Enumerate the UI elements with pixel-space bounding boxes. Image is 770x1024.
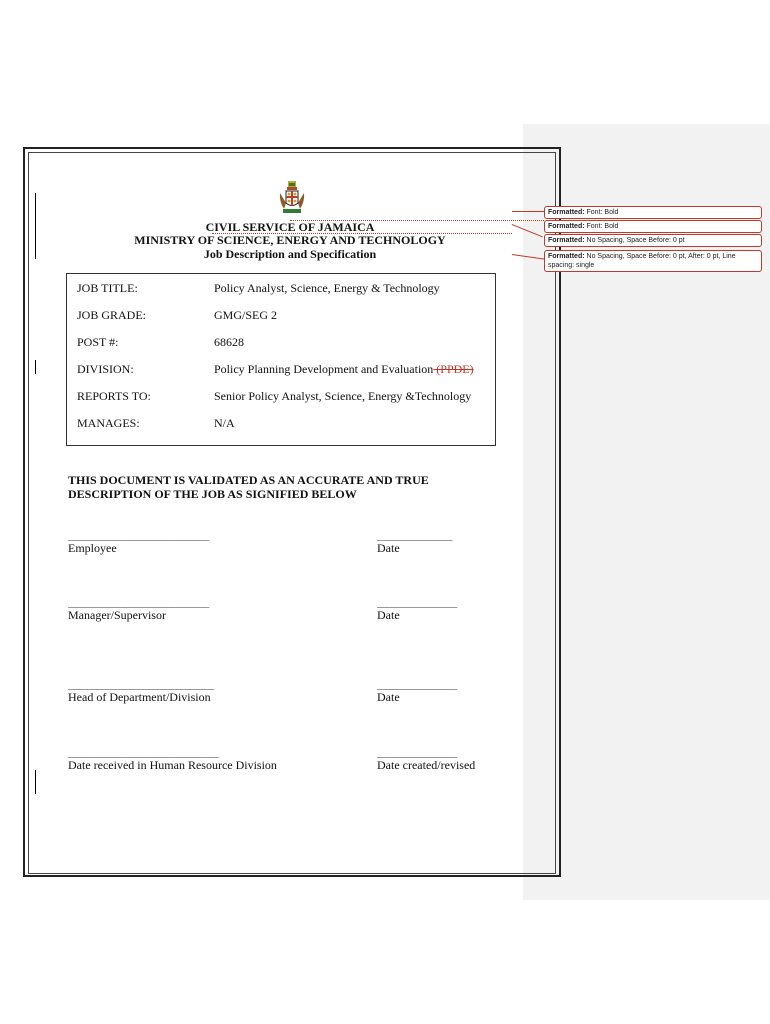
balloon-connector [290,220,544,222]
balloon-prefix: Formatted: [548,253,585,260]
date-line-3: _________________ [377,680,457,691]
job-details-box [66,273,496,446]
balloon-prefix: Formatted: [548,223,585,230]
manager-signature-line: ______________________________ [68,598,210,609]
division-label: DIVISION: [77,362,134,376]
date-label-2: Date [377,608,400,622]
date-label-3: Date [377,690,400,704]
change-bar [35,193,36,259]
header-line-3: Job Description and Specification [203,247,377,261]
post-number-value: 68628 [214,335,244,349]
balloon-text: No Spacing, Space Before: 0 pt, After: 0 pt, Line spacing: single [548,253,736,269]
validation-line-2: DESCRIPTION OF THE JOB AS SIGNIFIED BELOW [68,487,357,501]
format-balloon-4[interactable] [544,250,762,272]
hr-signature-line: ________________________________ [68,748,219,759]
employee-label: Employee [68,541,117,555]
date-line-4: _________________ [377,748,457,759]
division-value: Policy Planning Development and Evaluation [214,362,434,376]
balloon-text: Font: Bold [586,223,619,230]
reports-to-label: REPORTS TO: [77,389,151,403]
job-grade-label: JOB GRADE: [77,308,147,322]
header-line-1: CIVIL SERVICE OF JAMAICA [205,220,375,234]
manages-value: N/A [214,416,235,430]
format-balloon-2[interactable] [544,220,762,233]
header-line-2: MINISTRY OF SCIENCE, ENERGY AND TECHNOLOGY [134,233,446,247]
balloon-connector [512,211,545,212]
date-line-1: ________________ [377,531,453,542]
hr-label: Date received in Human Resource Division [68,758,277,772]
format-balloon-1[interactable] [544,206,762,219]
job-title-value: Policy Analyst, Science, Energy & Technology [214,281,440,295]
validation-line-1: THIS DOCUMENT IS VALIDATED AS AN ACCURATE AND TRUE [68,473,429,487]
employee-signature-line: ______________________________ [68,531,210,542]
balloon-text: Font: Bold [586,209,619,216]
format-balloon-3[interactable] [544,234,762,247]
post-number-label: POST #: [77,335,119,349]
division-deleted-text: (PPDE) [433,362,474,376]
head-signature-line: _______________________________ [68,680,214,691]
change-bar [35,770,36,794]
job-title-label: JOB TITLE: [77,281,138,295]
job-grade-value: GMG/SEG 2 [214,308,278,322]
balloon-prefix: Formatted: [548,209,585,216]
date-label-1: Date [377,541,400,555]
change-bar [35,360,36,374]
reports-to-value: Senior Policy Analyst, Science, Energy &Technology [214,389,472,403]
coat-of-arms-icon [279,181,305,215]
division-value-row [214,362,474,376]
manages-label: MANAGES: [77,416,140,430]
validation-statement [68,473,488,501]
balloon-text: No Spacing, Space Before: 0 pt [586,237,685,244]
date-created-label: Date created/revised [377,758,476,772]
balloon-prefix: Formatted: [548,237,585,244]
date-line-2: _________________ [377,598,457,609]
manager-label: Manager/Supervisor [68,608,166,622]
head-label: Head of Department/Division [68,690,211,704]
balloon-connector [212,233,512,235]
